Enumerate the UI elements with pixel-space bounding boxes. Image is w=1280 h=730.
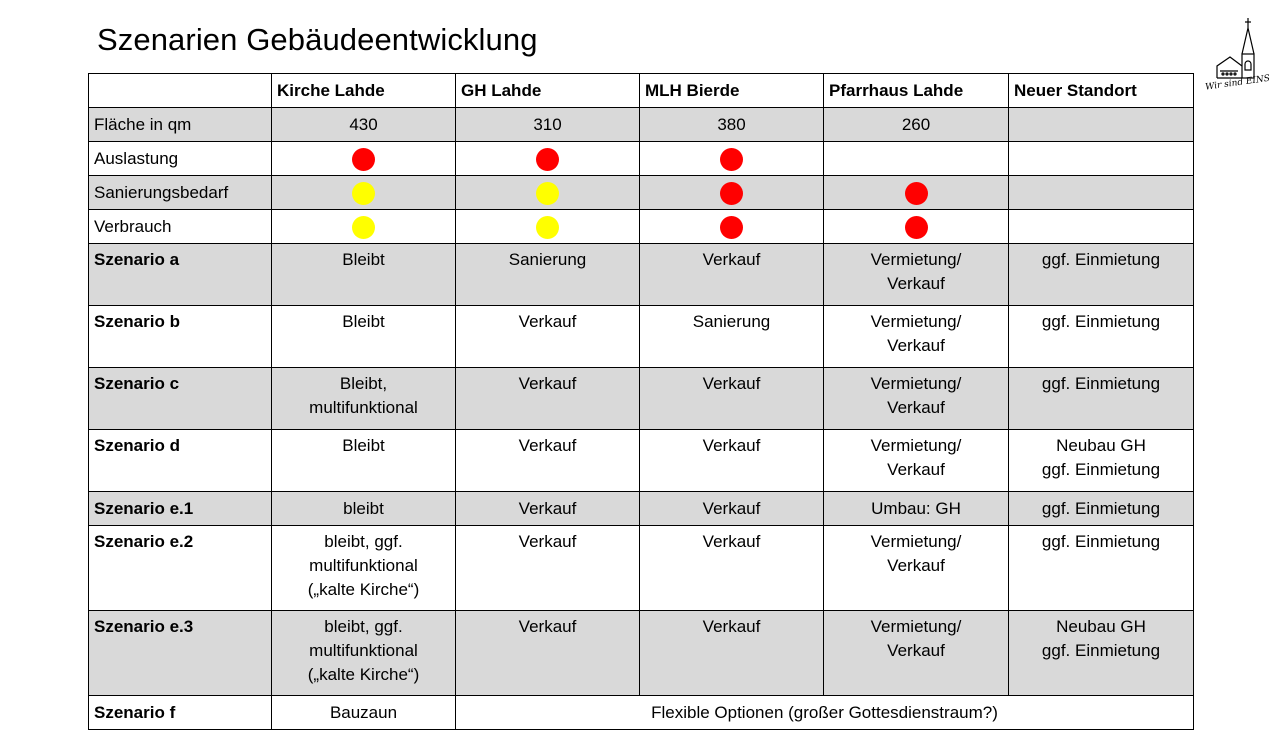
cell-value <box>456 492 640 526</box>
logo <box>1203 14 1273 98</box>
row-label: Verbrauch <box>89 210 272 244</box>
cell-value <box>456 430 640 492</box>
cell-value: 260 <box>824 108 1009 142</box>
status-cell <box>640 176 824 210</box>
cell-line: Verkauf <box>887 556 945 575</box>
cell-line: ggf. Einmietung <box>1041 374 1161 393</box>
cell-value <box>456 611 640 696</box>
cell-line: Verkauf <box>887 336 945 355</box>
red-status-dot-icon <box>905 182 928 205</box>
header-mlh-bierde: MLH Bierde <box>640 74 824 108</box>
row-label: Szenario a <box>89 244 272 306</box>
cell-value: Bauzaun <box>272 696 456 730</box>
cell-value: 380 <box>640 108 824 142</box>
red-status-dot-icon <box>720 182 743 205</box>
row-label: Szenario f <box>89 696 272 730</box>
cell-line: Verkauf <box>518 374 577 393</box>
status-cell <box>456 176 640 210</box>
scenario-row <box>89 430 1194 492</box>
status-row <box>89 176 1194 210</box>
cell-value <box>456 526 640 611</box>
red-status-dot-icon <box>352 148 375 171</box>
cell-line: ggf. Einmietung <box>1041 460 1161 479</box>
cell-value <box>640 526 824 611</box>
cell-value <box>824 368 1009 430</box>
cell-line: Vermietung/ <box>870 532 962 551</box>
cell-line: bleibt <box>343 498 384 518</box>
yellow-status-dot-icon <box>352 182 375 205</box>
cell-line: Sanierung <box>692 312 771 331</box>
cell-value <box>456 306 640 368</box>
cell-line: ggf. Einmietung <box>1041 250 1161 269</box>
cell-line: Bleibt <box>342 436 385 455</box>
cell-value <box>824 526 1009 611</box>
row-label: Szenario e.1 <box>89 492 272 526</box>
scenario-table <box>88 73 1194 730</box>
cell-value <box>272 611 456 696</box>
status-cell <box>456 210 640 244</box>
cell-line: Verkauf <box>518 498 577 518</box>
cell-value <box>456 368 640 430</box>
status-row <box>89 142 1194 176</box>
cell-value <box>272 244 456 306</box>
cell-value <box>640 430 824 492</box>
header-empty <box>89 74 272 108</box>
cell-line: multifunktional <box>309 398 418 417</box>
status-cell <box>456 142 640 176</box>
cell-value <box>1009 492 1194 526</box>
cell-value <box>272 368 456 430</box>
cell-value: 310 <box>456 108 640 142</box>
cell-value <box>640 492 824 526</box>
header-kirche-lahde: Kirche Lahde <box>272 74 456 108</box>
cell-line: Verkauf <box>702 374 761 393</box>
cell-line: Vermietung/ <box>870 312 962 331</box>
cell-line: ggf. Einmietung <box>1041 312 1161 331</box>
cell-value <box>640 306 824 368</box>
red-status-dot-icon <box>905 216 928 239</box>
cell-value <box>824 306 1009 368</box>
cell-line: bleibt, ggf. <box>324 617 403 636</box>
cell-line: ggf. Einmietung <box>1041 498 1161 518</box>
scenario-f-row <box>89 696 1194 730</box>
row-label: Auslastung <box>89 142 272 176</box>
logo-text: Wir sind EINS <box>1204 73 1271 93</box>
cell-value <box>1009 108 1194 142</box>
church-icon <box>1203 14 1273 80</box>
cell-line: Vermietung/ <box>870 436 962 455</box>
cell-value <box>272 492 456 526</box>
yellow-status-dot-icon <box>352 216 375 239</box>
row-label: Szenario e.2 <box>89 526 272 611</box>
cell-line: Neubau GH <box>1056 436 1146 455</box>
scenario-row <box>89 526 1194 611</box>
yellow-status-dot-icon <box>536 216 559 239</box>
cell-line: Neubau GH <box>1056 617 1146 636</box>
scenario-row <box>89 611 1194 696</box>
cell-line: Sanierung <box>508 250 587 269</box>
status-cell <box>1009 210 1194 244</box>
status-cell <box>272 210 456 244</box>
cell-line: Vermietung/ <box>870 374 962 393</box>
cell-line: Umbau: GH <box>871 498 961 518</box>
red-status-dot-icon <box>720 148 743 171</box>
cell-line: Vermietung/ <box>870 250 962 269</box>
cell-line: („kalte Kirche“) <box>307 580 420 599</box>
cell-line: Verkauf <box>518 312 577 331</box>
scenario-row <box>89 492 1194 526</box>
cell-value <box>272 430 456 492</box>
cell-value <box>1009 368 1194 430</box>
cell-value <box>272 526 456 611</box>
cell-value <box>640 244 824 306</box>
cell-line: Vermietung/ <box>870 617 962 636</box>
row-label: Sanierungsbedarf <box>89 176 272 210</box>
cell-value <box>1009 611 1194 696</box>
cell-line: multifunktional <box>309 556 418 575</box>
status-row <box>89 210 1194 244</box>
status-cell <box>272 176 456 210</box>
scenario-row <box>89 368 1194 430</box>
cell-line: Verkauf <box>518 436 577 455</box>
cell-value: 430 <box>272 108 456 142</box>
cell-value <box>824 611 1009 696</box>
cell-line: Verkauf <box>887 398 945 417</box>
header-gh-lahde: GH Lahde <box>456 74 640 108</box>
cell-value <box>824 244 1009 306</box>
cell-line: Verkauf <box>518 617 577 636</box>
cell-line: Bleibt <box>342 312 385 331</box>
cell-line: Verkauf <box>887 274 945 293</box>
cell-line: Verkauf <box>702 498 761 518</box>
cell-line: Bleibt <box>342 250 385 269</box>
cell-value <box>640 611 824 696</box>
status-cell <box>824 142 1009 176</box>
cell-value <box>1009 430 1194 492</box>
red-status-dot-icon <box>720 216 743 239</box>
row-label: Fläche in qm <box>89 108 272 142</box>
row-label: Szenario b <box>89 306 272 368</box>
cell-line: bleibt, ggf. <box>324 532 403 551</box>
cell-line: Verkauf <box>887 460 945 479</box>
row-label: Szenario d <box>89 430 272 492</box>
cell-line: Verkauf <box>518 532 577 551</box>
cell-line: („kalte Kirche“) <box>307 665 420 684</box>
cell-line: ggf. Einmietung <box>1041 532 1161 551</box>
cell-line: Verkauf <box>702 436 761 455</box>
cell-line: Verkauf <box>702 250 761 269</box>
cell-line: Verkauf <box>702 617 761 636</box>
status-cell <box>640 142 824 176</box>
scenario-row <box>89 244 1194 306</box>
red-status-dot-icon <box>536 148 559 171</box>
cell-line: multifunktional <box>309 641 418 660</box>
cell-line: Verkauf <box>702 532 761 551</box>
cell-value <box>1009 306 1194 368</box>
status-cell <box>1009 142 1194 176</box>
cell-value <box>640 368 824 430</box>
cell-value <box>824 492 1009 526</box>
yellow-status-dot-icon <box>536 182 559 205</box>
cell-merged: Flexible Optionen (großer Gottesdienstraum?) <box>456 696 1194 730</box>
cell-value <box>824 430 1009 492</box>
header-row <box>89 74 1194 108</box>
header-pfarrhaus-lahde: Pfarrhaus Lahde <box>824 74 1009 108</box>
header-neuer-standort: Neuer Standort <box>1009 74 1194 108</box>
cell-value <box>1009 244 1194 306</box>
status-cell <box>1009 176 1194 210</box>
cell-value <box>272 306 456 368</box>
page-title: Szenarien Gebäudeentwicklung <box>97 22 538 57</box>
cell-value <box>1009 526 1194 611</box>
scenario-row <box>89 306 1194 368</box>
cell-line: ggf. Einmietung <box>1041 641 1161 660</box>
status-cell <box>824 210 1009 244</box>
status-cell <box>272 142 456 176</box>
status-cell <box>640 210 824 244</box>
row-label: Szenario c <box>89 368 272 430</box>
flaeche-row <box>89 108 1194 142</box>
status-cell <box>824 176 1009 210</box>
row-label: Szenario e.3 <box>89 611 272 696</box>
cell-line: Verkauf <box>887 641 945 660</box>
cell-value <box>456 244 640 306</box>
cell-line: Bleibt, <box>339 374 388 393</box>
